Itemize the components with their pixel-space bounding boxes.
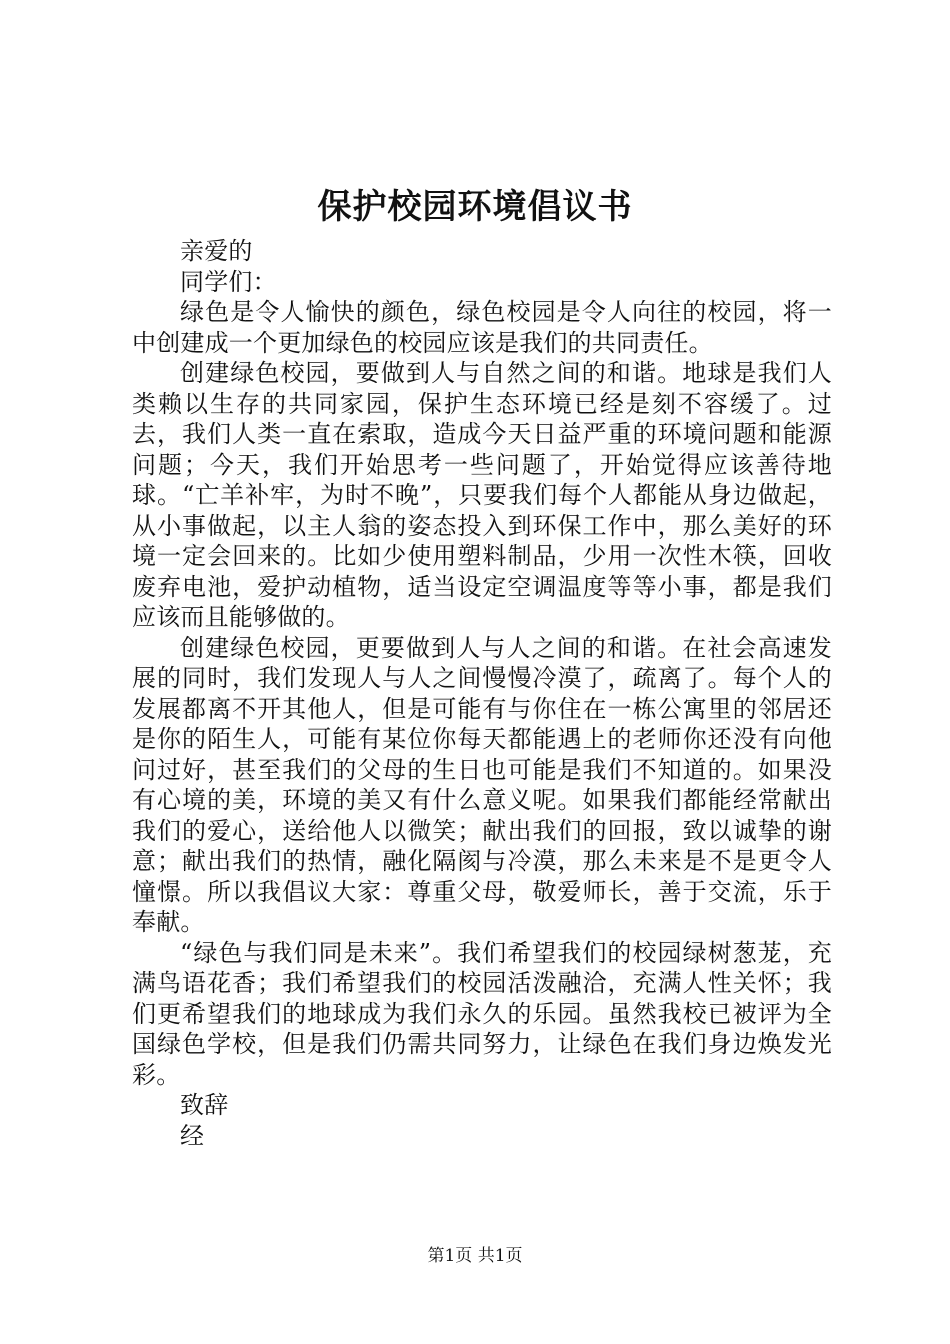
closing-signature: 经 bbox=[180, 1121, 205, 1150]
paragraph-4: “绿色与我们同是未来”。我们希望我们的校园绿树葱茏，充满鸟语花香；我们希望我们的校园活泼融洽，充满人性关怀；我们更希望我们的地球成为我们永久的乐园。虽然我校已被评为全国绿色学校，但是我们仍需共同努力，让绿色在我们身边焕发光彩。 bbox=[132, 938, 832, 1089]
paragraph-3: 创建绿色校园，更要做到人与人之间的和谐。在社会高速发展的同时，我们发现人与人之间慢慢冷漠了，疏离了。每个人的发展都离不开其他人，但是可能有与你住在一栋公寓里的邻居还是你的陌生人，可能有某位你每天都能遇上的老师你还没有向他问过好，甚至我们的父母的生日也可能是我们不知道的。如果没有心境的美，环境的美又有什么意义呢。如果我们都能经常献出我们的爱心，送给他人以微笑；献出我们的回报，致以诚挚的谢意；献出我们的热情，融化隔阂与冷漠，那么未来是不是更令人憧憬。所以我倡议大家：尊重父母，敬爱师长，善于交流，乐于奉献。 bbox=[132, 633, 832, 936]
paragraph-1: 绿色是令人愉快的颜色，绿色校园是令人向往的校园，将一中创建成一个更加绿色的校园应该是我们的共同责任。 bbox=[132, 298, 832, 357]
document-title: 保护校园环境倡议书 bbox=[317, 187, 633, 227]
page-footer: 第1页 共1页 bbox=[427, 1246, 523, 1266]
greeting-line: 亲爱的 bbox=[180, 237, 253, 265]
greeting-recipient: 同学们： bbox=[180, 267, 277, 296]
document-body bbox=[132, 236, 832, 1151]
closing-line: 致辞 bbox=[180, 1091, 229, 1119]
paragraph-2: 创建绿色校园，要做到人与自然之间的和谐。地球是我们人类赖以生存的共同家园，保护生态环境已经是刻不容缓了。过去，我们人类一直在索取，造成今天日益严重的环境问题和能源问题；今天，我们开始思考一些问题了，开始觉得应该善待地球。“亡羊补牢，为时不晚”，只要我们每个人都能从身边做起，从小事做起，以主人翁的姿态投入到环保工作中，那么美好的环境一定会回来的。比如少使用塑料制品，少用一次性木筷，回收废弃电池，爱护动植物，适当设定空调温度等等小事，都是我们应该而且能够做的。 bbox=[132, 359, 832, 631]
